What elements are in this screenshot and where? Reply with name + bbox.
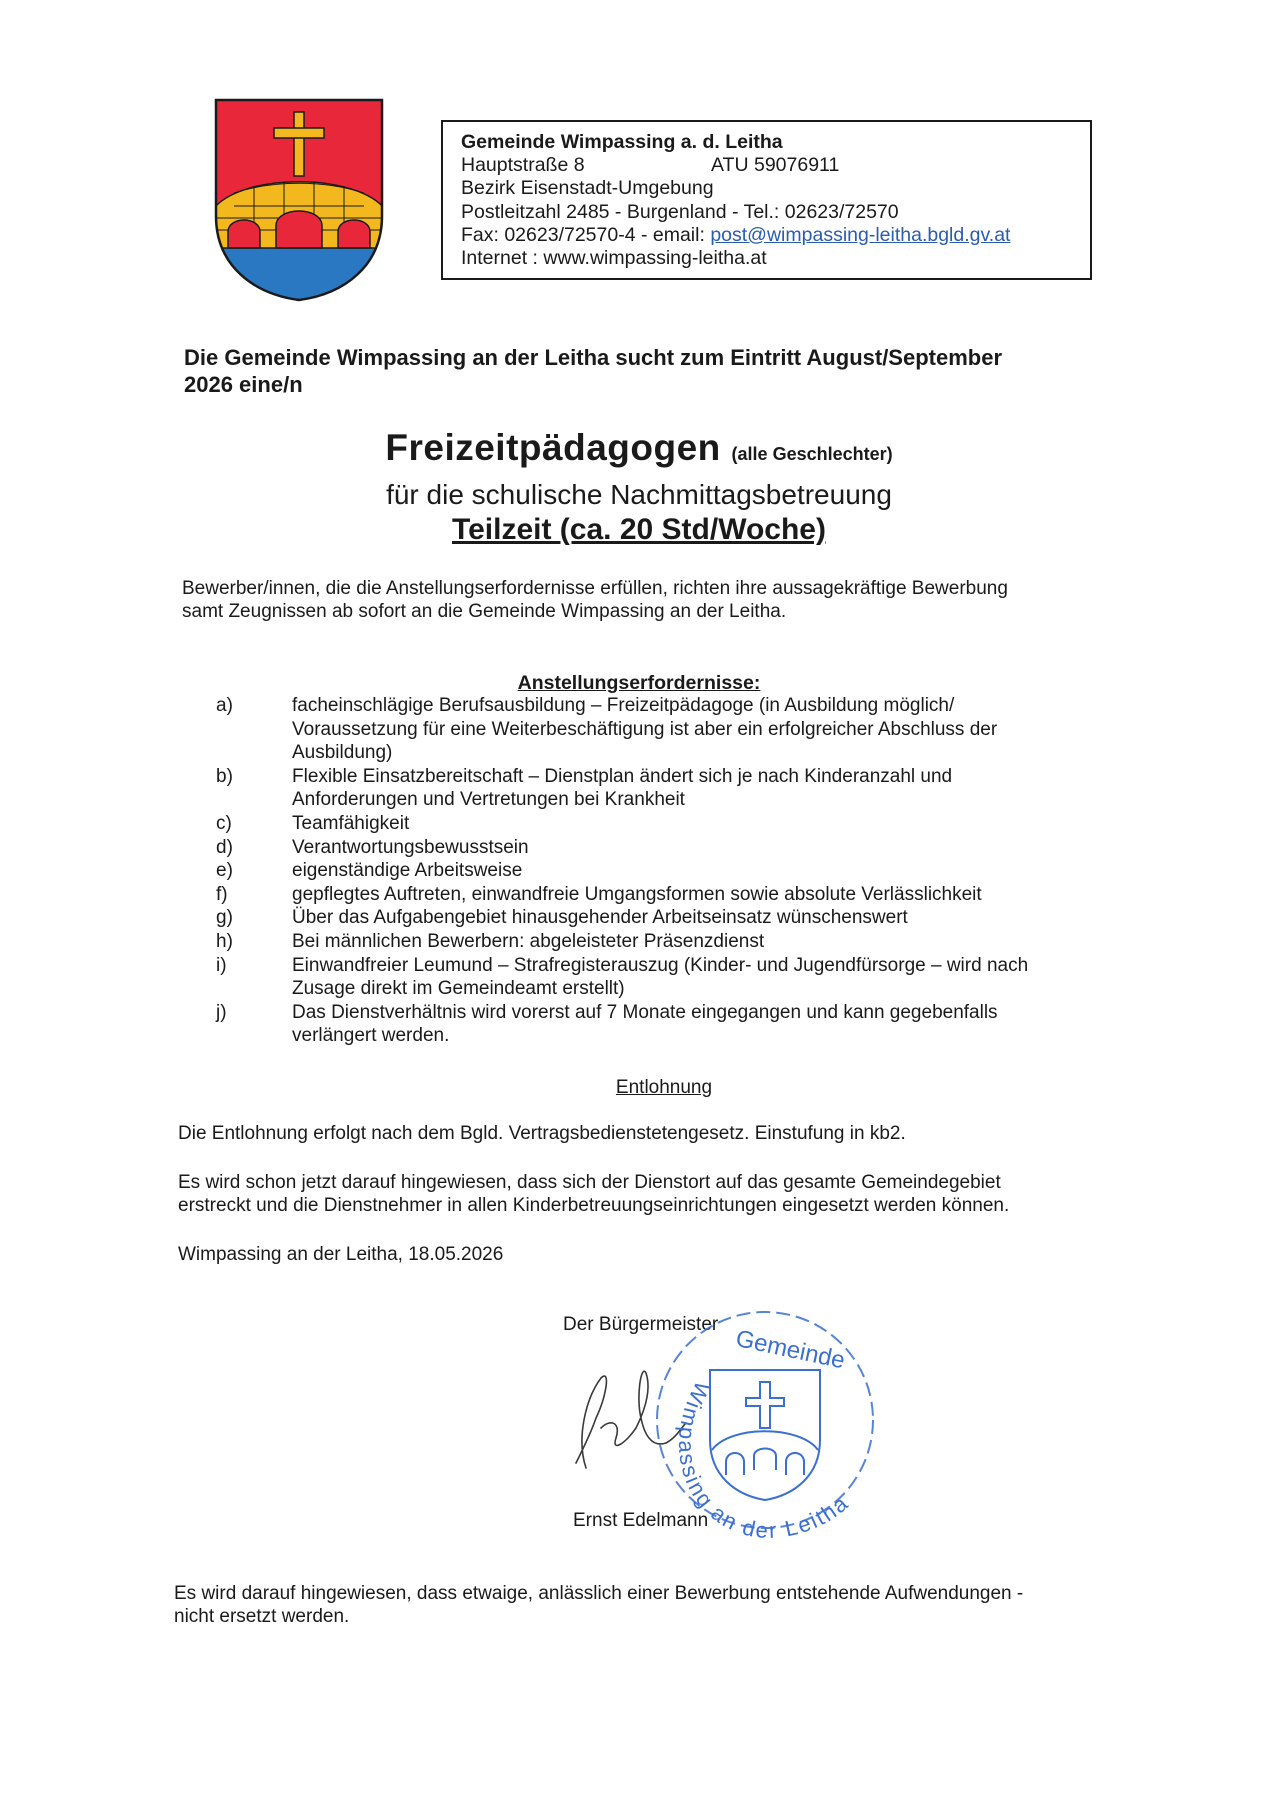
requirement-item: h) Bei männlichen Bewerbern: abgeleisteter Präsenzdienst [216,930,765,952]
requirement-item: e) eigenständige Arbeitsweise [216,860,523,882]
application-line-1: Bewerber/innen, die die Anstellungserfordernisse erfüllen, richten ihre aussagekräftige Bewerbung [182,578,1008,599]
email-link[interactable]: post@wimpassing-leitha.bgld.gv.at [710,223,1011,246]
requirement-item: i) Einwandfreier Leumund – Strafregisterauszug (Kinder- und Jugendfürsorge – wird nach Zusage direkt im Gemeindeamt erstellt) [216,954,1029,1000]
requirement-item: j) Das Dienstverhältnis wird vorerst auf 7 Monate eingegangen und kann gegebenfalls verlängert werden. [216,1001,998,1047]
pay-heading: Entlohnung [615,1077,713,1098]
requirement-item: a) facheinschlägige Berufsausbildung – Freizeitpädagoge (in Ausbildung möglich/ Voraussetzung für eine Weiterbeschäftigung ist aber ein erfolgreicher Abschluss der Ausbildung) [216,695,998,764]
requirements-heading: Anstellungserfordernisse: [517,672,761,694]
job-title-main: Freizeitpädagogen [385,427,721,468]
intro-heading [184,344,1184,398]
job-hours: Teilzeit (ca. 20 Std/Woche) [452,513,826,546]
location-line-1: Es wird schon jetzt darauf hingewiesen, dass sich der Dienstort auf das gesamte Gemeindegebiet [178,1172,1001,1193]
requirement-item: c) Teamfähigkeit [216,812,410,834]
internet-line: Internet : www.wimpassing-leitha.at [461,247,767,270]
job-title-suffix: (alle Geschlechter) [731,444,893,464]
intro-line-2: 2026 eine/n [184,372,303,397]
job-title [0,426,1278,476]
application-line-2: samt Zeugnissen ab sofort an die Gemeinde Wimpassing an der Leitha. [182,600,787,622]
mayor-label: Der Bürgermeister [563,1314,719,1335]
location-line-2: erstreckt und die Dienstnehmer in allen Kinderbetreuungseinrichtungen eingesetzt werden können. [178,1194,1010,1216]
fax-line: Fax: 02623/72570-4 - email: [461,223,711,246]
stamp-top-text: Gemeinde [733,1325,848,1375]
pay-text: Die Entlohnung erfolgt nach dem Bgld. Vertragsbedienstetengesetz. Einstufung in kb2. [178,1123,906,1144]
street: Hauptstraße 8 [461,154,585,177]
work-location-note [178,1172,1178,1217]
requirement-item: g) Über das Aufgabengebiet hinausgehender Arbeitseinsatz wünschenswert [216,907,908,929]
stamp-ring-text: Wimpassing an der Leitha [673,1377,854,1544]
footer-note [174,1583,1174,1628]
stamp-crest-icon [710,1370,820,1500]
requirement-item: b) Flexible Einsatzbereitschaft – Dienstplan ändert sich je nach Kinderanzahl und Anforderungen und Vertretungen bei Krankheit [216,765,953,811]
postal-phone-line: Postleitzahl 2485 - Burgenland - Tel.: 02623/72570 [461,200,899,223]
municipality-name: Gemeinde Wimpassing a. d. Leitha [461,131,783,153]
application-instructions [182,578,1142,623]
coat-of-arms-logo [214,98,384,302]
footer-line-2: nicht ersetzt werden. [174,1605,350,1627]
mayor-name: Ernst Edelmann [573,1510,709,1531]
requirement-item: d) Verantwortungsbewusstsein [216,836,529,858]
place-and-date: Wimpassing an der Leitha, 18.05.2026 [178,1244,504,1265]
requirements-list [216,694,1116,1048]
requirement-item: f) gepflegtes Auftreten, einwandfreie Umgangsformen sowie absolute Verlässlichkeit [216,883,982,905]
atu-number: ATU 59076911 [711,154,840,177]
intro-line-1: Die Gemeinde Wimpassing an der Leitha sucht zum Eintritt August/September [184,345,1003,370]
district: Bezirk Eisenstadt-Umgebung [461,177,714,200]
footer-line-1: Es wird darauf hingewiesen, dass etwaige, anlässlich einer Bewerbung entstehende Aufwendungen - [174,1583,1024,1604]
address-box [441,120,1092,280]
job-subtitle: für die schulische Nachmittagsbetreuung [386,479,892,510]
